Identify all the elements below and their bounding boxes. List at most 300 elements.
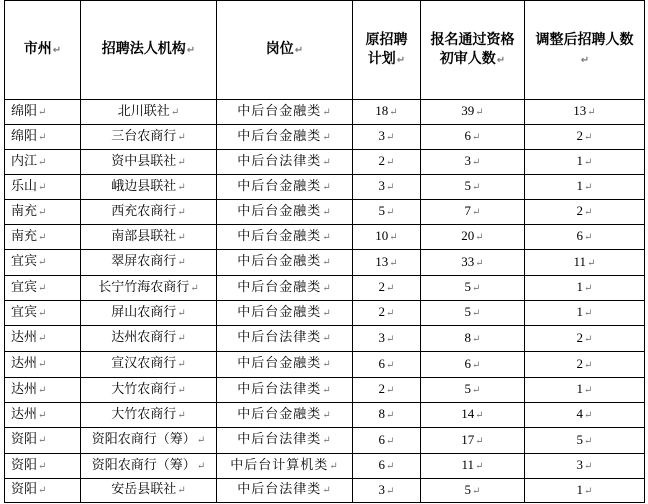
table-row: [5, 225, 645, 250]
paragraph-mark: ↵: [386, 132, 395, 143]
paragraph-mark: ↵: [170, 106, 180, 118]
paragraph-mark: ↵: [38, 435, 47, 446]
cell-plan: [353, 150, 421, 175]
paragraph-mark: ↵: [177, 156, 186, 168]
cell-plan: [353, 125, 421, 150]
table-row: [5, 428, 645, 454]
cell-adjusted: [525, 403, 645, 428]
cell-passed-text: 17: [461, 431, 475, 447]
paragraph-mark: ↵: [386, 182, 395, 193]
cell-passed: [421, 175, 525, 200]
cell-post-text: 中后台法律类: [237, 432, 322, 447]
cell-org-text: 达州农商行: [111, 330, 177, 345]
paragraph-mark: ↵: [294, 45, 304, 56]
paragraph-mark: ↵: [472, 132, 481, 143]
paragraph-mark: ↵: [322, 409, 332, 421]
paragraph-mark: ↵: [584, 485, 593, 497]
cell-post-text: 中后台法律类: [237, 330, 322, 345]
cell-passed-text: 5: [464, 279, 472, 294]
cell-plan: [353, 428, 421, 454]
cell-passed-text: 11: [461, 457, 475, 472]
cell-city-text: 绵阳: [11, 128, 38, 144]
paragraph-mark: ↵: [472, 182, 481, 193]
table-row: [5, 150, 645, 175]
paragraph-mark: ↵: [322, 384, 332, 396]
cell-post: [217, 276, 353, 301]
cell-org-text: 北川联社: [117, 103, 170, 119]
cell-org: [81, 250, 217, 276]
cell-adjusted: [525, 175, 645, 200]
cell-plan-text: 6: [378, 431, 386, 447]
paragraph-mark: ↵: [52, 45, 62, 56]
cell-passed-text: 5: [464, 178, 472, 193]
cell-plan-text: 6: [378, 457, 386, 472]
paragraph-mark: ↵: [475, 461, 484, 472]
cell-passed-text: 39: [461, 103, 475, 118]
cell-adjusted-text: 1: [576, 481, 584, 497]
paragraph-mark: ↵: [322, 333, 332, 344]
cell-org: [81, 352, 217, 378]
paragraph-mark: ↵: [386, 207, 395, 218]
table-row: [5, 326, 645, 352]
cell-post: [217, 225, 353, 250]
cell-city-text: 宜宾: [11, 304, 38, 320]
cell-post-text: 中后台金融类: [237, 254, 322, 269]
cell-post: [217, 250, 353, 276]
paragraph-mark: ↵: [322, 282, 332, 294]
cell-plan: [353, 250, 421, 276]
paragraph-mark: ↵: [475, 107, 484, 118]
cell-adjusted-text: 5: [576, 431, 584, 447]
paragraph-mark: ↵: [472, 283, 481, 294]
paragraph-mark: ↵: [38, 409, 47, 421]
paragraph-mark: ↵: [386, 410, 395, 421]
paragraph-mark: ↵: [386, 283, 395, 294]
cell-post: [217, 150, 353, 175]
cell-post: [217, 200, 353, 225]
cell-city-text: 内江: [11, 153, 38, 169]
cell-adjusted: [525, 150, 645, 175]
paragraph-mark: ↵: [386, 485, 395, 497]
cell-passed: [421, 276, 525, 301]
cell-city-text: 达州: [11, 406, 38, 422]
table-row: [5, 100, 645, 125]
cell-passed: [421, 200, 525, 225]
cell-plan: [353, 378, 421, 403]
paragraph-mark: ↵: [386, 435, 395, 447]
table-row: [5, 301, 645, 326]
paragraph-mark: ↵: [186, 45, 196, 56]
cell-city-text: 资阳: [11, 432, 38, 447]
table-row: [5, 250, 645, 276]
cell-adjusted: [525, 454, 645, 479]
paragraph-mark: ↵: [386, 308, 395, 319]
cell-adjusted-text: 1: [576, 153, 584, 168]
paragraph-mark: ↵: [389, 257, 398, 269]
paragraph-mark: ↵: [177, 307, 186, 319]
cell-post: [217, 100, 353, 125]
cell-plan: [353, 200, 421, 225]
cell-adjusted-text: 13: [573, 103, 587, 118]
cell-post: [217, 125, 353, 150]
cell-adjusted: [525, 479, 645, 503]
cell-adjusted-text: 1: [576, 304, 584, 319]
paragraph-mark: ↵: [196, 460, 206, 472]
paragraph-mark: ↵: [475, 410, 484, 421]
cell-post: [217, 403, 353, 428]
cell-passed: [421, 326, 525, 352]
table-row: [5, 352, 645, 378]
paragraph-mark: ↵: [584, 435, 593, 447]
paragraph-mark: ↵: [177, 384, 186, 396]
cell-adjusted: [525, 225, 645, 250]
paragraph-mark: ↵: [472, 485, 481, 497]
cell-passed-text: 3: [464, 153, 472, 168]
paragraph-mark: ↵: [584, 359, 593, 371]
table-row: [5, 403, 645, 428]
cell-plan: [353, 326, 421, 352]
cell-city-text: 宜宾: [11, 254, 38, 269]
cell-org-text: 翠屏农商行: [111, 254, 177, 269]
cell-city-text: 乐山: [11, 178, 38, 194]
cell-passed-text: 5: [464, 381, 472, 396]
cell-org-text: 资阳农商行（筹）: [91, 457, 196, 473]
cell-adjusted: [525, 125, 645, 150]
cell-adjusted-text: 2: [576, 329, 584, 345]
cell-city-text: 达州: [11, 356, 38, 371]
cell-city: [5, 200, 81, 225]
cell-city: [5, 301, 81, 326]
paragraph-mark: ↵: [38, 257, 47, 268]
cell-post: [217, 301, 353, 326]
cell-passed: [421, 378, 525, 403]
header-post: 岗位↵: [217, 1, 353, 100]
cell-org: [81, 454, 217, 479]
cell-plan-text: 2: [378, 279, 386, 294]
cell-org-text: 屏山农商行: [111, 304, 177, 320]
cell-adjusted-text: 1: [576, 178, 584, 193]
cell-city: [5, 479, 81, 503]
cell-org: [81, 479, 217, 503]
paragraph-mark: ↵: [584, 410, 593, 421]
paragraph-mark: ↵: [38, 131, 47, 143]
paragraph-mark: ↵: [38, 206, 47, 218]
cell-plan-text: 3: [378, 128, 386, 143]
cell-adjusted-text: 4: [576, 406, 584, 421]
paragraph-mark: ↵: [177, 409, 186, 421]
table-body: [5, 100, 645, 503]
cell-passed-text: 20: [461, 228, 475, 243]
cell-plan-text: 3: [378, 178, 386, 193]
paragraph-mark: ↵: [190, 282, 199, 294]
cell-org: [81, 150, 217, 175]
cell-org-text: 安岳县联社: [111, 482, 177, 497]
cell-passed-text: 7: [464, 203, 472, 218]
paragraph-mark: ↵: [584, 461, 593, 472]
paragraph-mark: ↵: [322, 206, 332, 218]
cell-org-text: 长宁竹海农商行: [98, 279, 190, 295]
paragraph-mark: ↵: [472, 333, 481, 345]
cell-city-text: 绵阳: [11, 103, 38, 119]
paragraph-mark: ↵: [38, 181, 47, 193]
paragraph-mark: ↵: [587, 107, 596, 118]
paragraph-mark: ↵: [322, 307, 332, 319]
paragraph-mark: ↵: [386, 359, 395, 371]
header-plan: 原招聘计划↵: [353, 1, 421, 100]
cell-adjusted-text: 2: [576, 203, 584, 218]
paragraph-mark: ↵: [322, 359, 332, 370]
cell-passed: [421, 150, 525, 175]
cell-passed-text: 5: [464, 304, 472, 319]
cell-post-text: 中后台法律类: [237, 153, 322, 169]
paragraph-mark: ↵: [177, 333, 186, 344]
cell-adjusted: [525, 100, 645, 125]
cell-plan: [353, 276, 421, 301]
paragraph-mark: ↵: [386, 157, 395, 168]
paragraph-mark: ↵: [386, 461, 395, 472]
cell-post-text: 中后台金融类: [237, 203, 322, 219]
paragraph-mark: ↵: [38, 384, 47, 396]
cell-post-text: 中后台金融类: [237, 406, 322, 422]
cell-post-text: 中后台金融类: [237, 128, 322, 144]
recruitment-adjustment-document: [4, 0, 644, 503]
paragraph-mark: ↵: [396, 54, 406, 66]
paragraph-mark: ↵: [177, 181, 186, 193]
cell-org-text: 大竹农商行: [111, 381, 177, 397]
cell-adjusted-text: 2: [576, 355, 584, 371]
paragraph-mark: ↵: [472, 207, 481, 218]
paragraph-mark: ↵: [38, 282, 47, 294]
cell-adjusted-text: 2: [576, 128, 584, 143]
paragraph-mark: ↵: [38, 307, 47, 319]
cell-passed: [421, 454, 525, 479]
paragraph-mark: ↵: [322, 231, 332, 243]
cell-post: [217, 326, 353, 352]
cell-org-text: 宣汉农商行: [111, 356, 177, 371]
paragraph-mark: ↵: [38, 460, 47, 472]
paragraph-mark: ↵: [38, 333, 47, 344]
paragraph-mark: ↵: [38, 485, 47, 496]
cell-post-text: 中后台金融类: [237, 103, 322, 119]
cell-org: [81, 378, 217, 403]
paragraph-mark: ↵: [177, 257, 186, 268]
paragraph-mark: ↵: [584, 132, 593, 143]
cell-post-text: 中后台法律类: [237, 482, 322, 497]
cell-org: [81, 326, 217, 352]
cell-plan: [353, 479, 421, 503]
cell-city: [5, 175, 81, 200]
cell-post-text: 中后台金融类: [237, 356, 322, 371]
cell-plan-text: 6: [378, 355, 386, 371]
cell-post-text: 中后台金融类: [237, 279, 322, 295]
paragraph-mark: ↵: [38, 156, 47, 168]
cell-passed: [421, 479, 525, 503]
cell-plan-text: 3: [378, 481, 386, 497]
cell-post-text: 中后台金融类: [237, 178, 322, 194]
cell-adjusted-text: 6: [576, 228, 584, 243]
paragraph-mark: ↵: [472, 359, 481, 371]
cell-plan: [353, 352, 421, 378]
table-row: [5, 276, 645, 301]
recruitment-table: [4, 0, 645, 503]
cell-org-text: 大竹农商行: [111, 406, 177, 422]
cell-plan-text: 8: [378, 406, 386, 421]
cell-plan-text: 10: [375, 228, 389, 243]
paragraph-mark: ↵: [177, 231, 186, 243]
paragraph-mark: ↵: [584, 182, 593, 193]
cell-city-text: 南充: [11, 203, 38, 219]
cell-city: [5, 326, 81, 352]
paragraph-mark: ↵: [389, 107, 398, 118]
cell-city: [5, 150, 81, 175]
cell-adjusted-text: 11: [573, 253, 587, 269]
cell-adjusted: [525, 352, 645, 378]
cell-city: [5, 100, 81, 125]
cell-post: [217, 175, 353, 200]
header-passed: 报名通过资格初审人数↵: [421, 1, 525, 100]
table-row: [5, 378, 645, 403]
cell-city: [5, 428, 81, 454]
paragraph-mark: ↵: [584, 308, 593, 319]
cell-city: [5, 403, 81, 428]
paragraph-mark: ↵: [584, 232, 593, 243]
paragraph-mark: ↵: [38, 231, 47, 243]
cell-passed: [421, 250, 525, 276]
cell-plan-text: 2: [378, 153, 386, 168]
cell-org: [81, 276, 217, 301]
paragraph-mark: ↵: [584, 157, 593, 168]
cell-passed-text: 14: [461, 406, 475, 421]
cell-org: [81, 225, 217, 250]
cell-passed-text: 8: [464, 329, 472, 345]
paragraph-mark: ↵: [329, 460, 339, 472]
cell-adjusted: [525, 250, 645, 276]
cell-org: [81, 175, 217, 200]
cell-org-text: 资阳农商行（筹）: [91, 432, 196, 447]
paragraph-mark: ↵: [38, 106, 47, 118]
cell-org: [81, 200, 217, 225]
paragraph-mark: ↵: [496, 54, 506, 66]
cell-passed: [421, 125, 525, 150]
paragraph-mark: ↵: [196, 435, 206, 446]
cell-city: [5, 352, 81, 378]
cell-post-text: 中后台金融类: [237, 228, 322, 244]
cell-plan-text: 13: [375, 253, 389, 269]
cell-post-text: 中后台计算机类: [230, 457, 329, 473]
cell-post: [217, 352, 353, 378]
cell-passed: [421, 225, 525, 250]
cell-plan-text: 2: [378, 381, 386, 396]
cell-plan: [353, 454, 421, 479]
paragraph-mark: ↵: [322, 156, 332, 168]
cell-passed: [421, 352, 525, 378]
paragraph-mark: ↵: [322, 435, 332, 446]
cell-passed: [421, 100, 525, 125]
cell-city: [5, 225, 81, 250]
cell-passed-text: 5: [464, 481, 472, 497]
cell-post: [217, 428, 353, 454]
paragraph-mark: ↵: [580, 54, 590, 66]
paragraph-mark: ↵: [475, 435, 484, 447]
cell-city-text: 资阳: [11, 457, 38, 473]
cell-post: [217, 454, 353, 479]
cell-plan: [353, 225, 421, 250]
cell-adjusted: [525, 200, 645, 225]
cell-adjusted: [525, 301, 645, 326]
header-adjusted: 调整后招聘人数↵: [525, 1, 645, 100]
cell-plan: [353, 175, 421, 200]
cell-city-text: 达州: [11, 330, 38, 345]
table-row: [5, 125, 645, 150]
paragraph-mark: ↵: [584, 333, 593, 345]
cell-org: [81, 125, 217, 150]
cell-org: [81, 403, 217, 428]
cell-city: [5, 378, 81, 403]
cell-passed-text: 6: [464, 128, 472, 143]
cell-adjusted: [525, 428, 645, 454]
cell-org: [81, 301, 217, 326]
cell-org-text: 峨边县联社: [111, 178, 177, 194]
paragraph-mark: ↵: [389, 232, 398, 243]
cell-plan-text: 18: [375, 103, 389, 118]
paragraph-mark: ↵: [322, 131, 332, 143]
paragraph-mark: ↵: [177, 485, 186, 496]
cell-plan: [353, 403, 421, 428]
paragraph-mark: ↵: [322, 181, 332, 193]
cell-passed: [421, 403, 525, 428]
paragraph-mark: ↵: [472, 385, 481, 396]
cell-org: [81, 428, 217, 454]
table-row: [5, 200, 645, 225]
paragraph-mark: ↵: [322, 257, 332, 268]
paragraph-mark: ↵: [584, 283, 593, 294]
paragraph-mark: ↵: [472, 157, 481, 168]
paragraph-mark: ↵: [475, 232, 484, 243]
cell-adjusted: [525, 326, 645, 352]
paragraph-mark: ↵: [386, 385, 395, 396]
table-header-row: [5, 1, 645, 100]
paragraph-mark: ↵: [472, 308, 481, 319]
cell-org-text: 西充农商行: [111, 203, 177, 219]
cell-passed: [421, 301, 525, 326]
paragraph-mark: ↵: [38, 359, 47, 370]
cell-post: [217, 479, 353, 503]
cell-adjusted-text: 3: [576, 457, 584, 472]
cell-city: [5, 125, 81, 150]
cell-city-text: 南充: [11, 228, 38, 244]
cell-plan: [353, 100, 421, 125]
cell-org-text: 三台农商行: [111, 128, 177, 144]
cell-plan: [353, 301, 421, 326]
cell-plan-text: 3: [378, 329, 386, 345]
cell-passed-text: 33: [461, 253, 475, 269]
paragraph-mark: ↵: [584, 385, 593, 396]
cell-passed-text: 6: [464, 355, 472, 371]
cell-adjusted-text: 1: [576, 279, 584, 294]
table-row: [5, 479, 645, 503]
cell-city-text: 资阳: [11, 482, 38, 497]
cell-city: [5, 454, 81, 479]
cell-org-text: 南部县联社: [111, 228, 177, 244]
paragraph-mark: ↵: [584, 207, 593, 218]
cell-post: [217, 378, 353, 403]
table-row: [5, 175, 645, 200]
cell-plan-text: 5: [378, 203, 386, 218]
cell-post-text: 中后台金融类: [237, 304, 322, 320]
paragraph-mark: ↵: [322, 485, 332, 496]
cell-org: [81, 100, 217, 125]
cell-passed: [421, 428, 525, 454]
